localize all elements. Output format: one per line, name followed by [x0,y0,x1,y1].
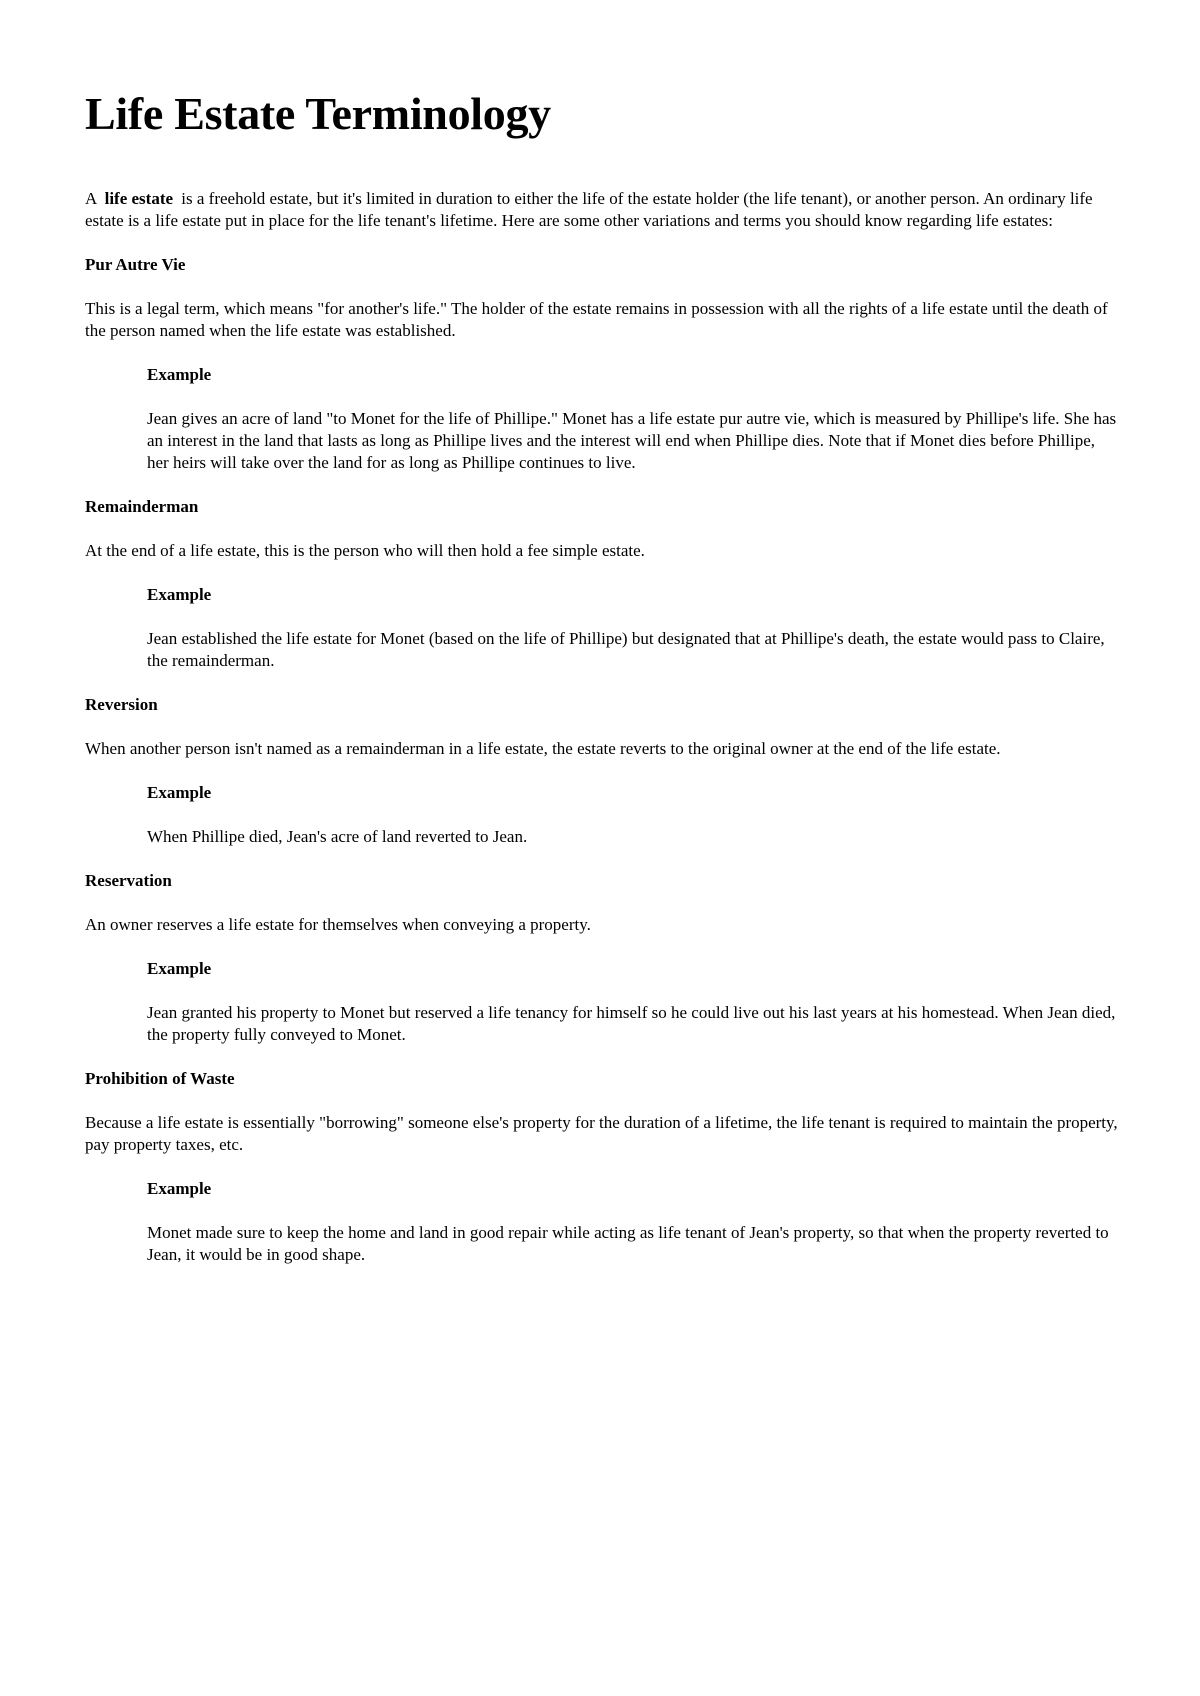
term-definition: Because a life estate is essentially "borrowing" someone else's property for the duration of a lifetime, the life tenant is required to maintain the property, pay property taxes, etc. [85,1113,1118,1154]
page-title: Life Estate Terminology [85,88,551,139]
term-definition: An owner reserves a life estate for themselves when conveying a property. [85,915,591,934]
example-block [147,1178,1120,1266]
document-page [85,84,1120,1288]
section-pur-autre-vie [85,254,1120,474]
term-heading: Pur Autre Vie [85,255,186,274]
term-heading: Remainderman [85,497,199,516]
term-definition: At the end of a life estate, this is the person who will then hold a fee simple estate. [85,541,645,560]
intro-highlight-term: life estate [104,189,174,208]
intro-prefix: A [85,189,97,208]
term-heading: Reservation [85,871,172,890]
example-label: Example [147,585,212,604]
example-block [147,958,1120,1046]
example-text: Monet made sure to keep the home and land in good repair while acting as life tenant of Jean's property, so that when the property reverted to Jean, it would be in good shape. [147,1223,1109,1264]
example-text: Jean established the life estate for Monet (based on the life of Phillipe) but designated that at Phillipe's death, the estate would pass to Claire, the remainderman. [147,629,1105,670]
example-text: When Phillipe died, Jean's acre of land reverted to Jean. [147,827,528,846]
section-reservation [85,870,1120,1046]
term-heading: Prohibition of Waste [85,1069,235,1088]
section-prohibition-of-waste [85,1068,1120,1266]
example-label: Example [147,783,212,802]
example-text: Jean gives an acre of land "to Monet for the life of Phillipe." Monet has a life estate pur autre vie, which is measured by Phillipe's life. She has an interest in the land that lasts as long as Phillipe lives and the interest will end when Phillipe dies. Note that if Monet dies before Phillipe, her heirs will take over the land for as long as Phillipe continues to live. [147,409,1117,472]
term-heading: Reversion [85,695,158,714]
example-block [147,782,1120,848]
section-remainderman [85,496,1120,672]
intro-rest: is a freehold estate, but it's limited in duration to either the life of the estate holder (the life tenant), or another person. An ordinary life estate is a life estate put in place for the life tenant's lifetime. Here are some other variations and terms you should know regarding life estates: [85,189,1093,230]
term-definition: This is a legal term, which means "for another's life." The holder of the estate remains in possession with all the rights of a life estate until the death of the person named when the life estate was established. [85,299,1108,340]
example-label: Example [147,1179,212,1198]
intro-paragraph [85,188,1120,232]
example-label: Example [147,959,212,978]
example-text: Jean granted his property to Monet but reserved a life tenancy for himself so he could live out his last years at his homestead. When Jean died, the property fully conveyed to Monet. [147,1003,1116,1044]
example-label: Example [147,365,212,384]
section-reversion [85,694,1120,848]
example-block [147,584,1120,672]
term-definition: When another person isn't named as a remainderman in a life estate, the estate reverts to the original owner at the end of the life estate. [85,739,1001,758]
example-block [147,364,1120,474]
